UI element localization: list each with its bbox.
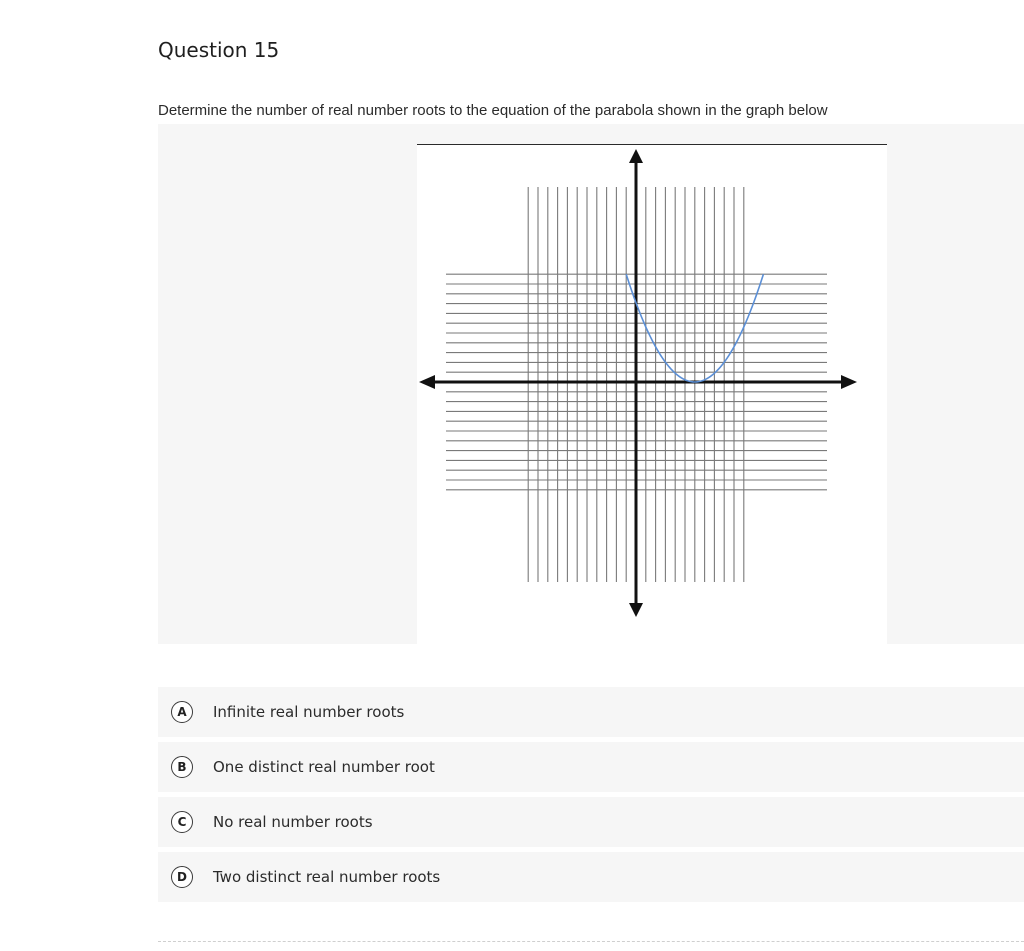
- choice-d[interactable]: [158, 852, 1024, 902]
- y-axis-bottom-arrow: [629, 603, 643, 617]
- choice-label: Two distinct real number roots: [213, 868, 441, 886]
- choice-c[interactable]: [158, 797, 1024, 847]
- choice-letter-badge: B: [171, 756, 193, 778]
- choice-label: No real number roots: [213, 813, 373, 831]
- x-axis-right-arrow: [841, 375, 857, 389]
- parabola-graph-image: [417, 144, 887, 645]
- question-divider: [158, 941, 1024, 942]
- choice-letter-badge: C: [171, 811, 193, 833]
- y-axis-top-arrow: [629, 149, 643, 163]
- choice-a[interactable]: [158, 687, 1024, 737]
- question-prompt: Determine the number of real number roots to the equation of the parabola shown in the graph below: [158, 102, 828, 119]
- question-title: Question 15: [158, 38, 280, 62]
- choice-b[interactable]: [158, 742, 1024, 792]
- graph-figure-panel: [158, 124, 1024, 644]
- choice-letter-badge: D: [171, 866, 193, 888]
- parabola-graph: [417, 145, 887, 645]
- choice-letter-badge: A: [171, 701, 193, 723]
- answer-choices: [158, 687, 1024, 907]
- choice-label: Infinite real number roots: [213, 703, 405, 721]
- choice-label: One distinct real number root: [213, 758, 435, 776]
- x-axis-left-arrow: [419, 375, 435, 389]
